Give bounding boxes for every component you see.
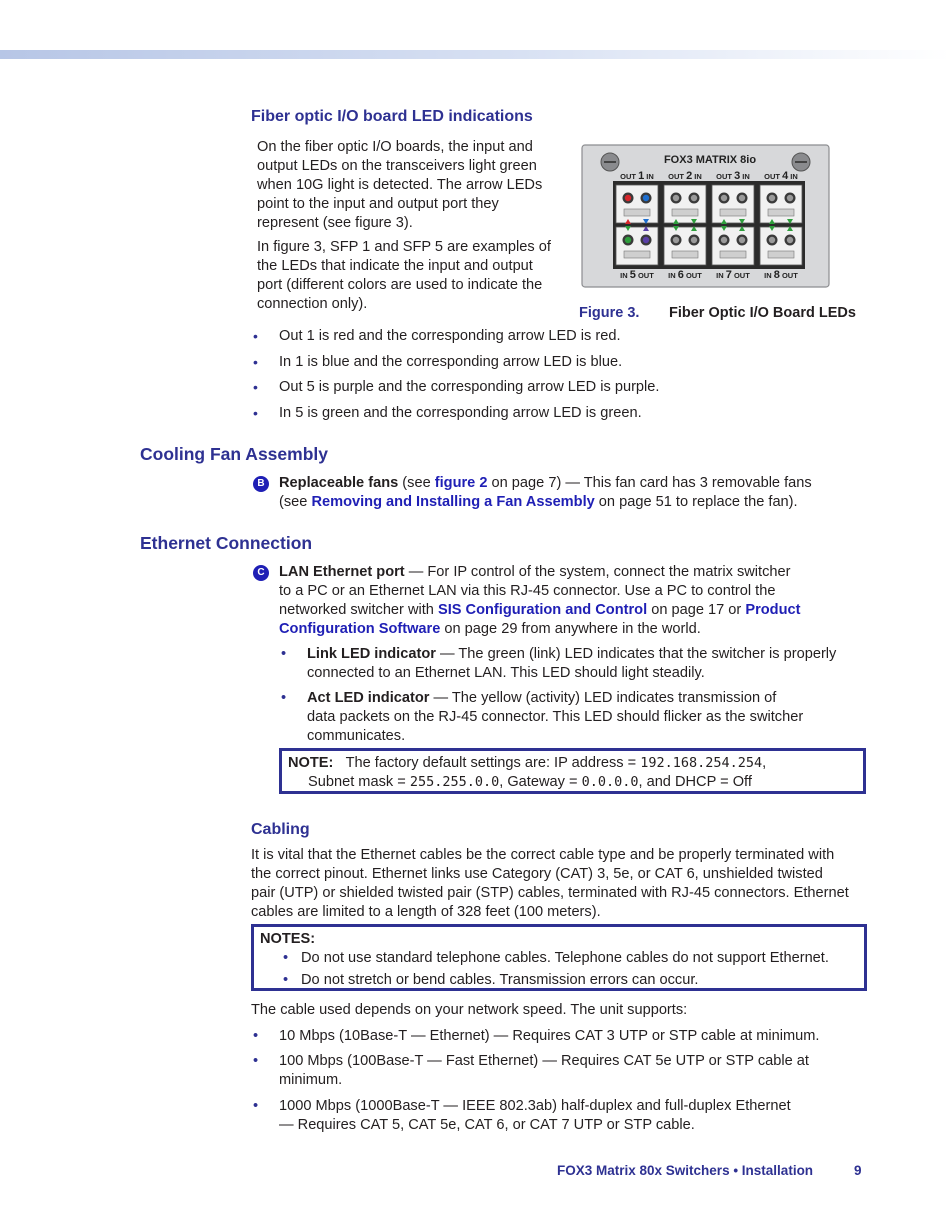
figure-2-link[interactable]: figure 2 xyxy=(434,475,488,491)
ethernet-line-1: LAN Ethernet port — For IP control of the system, connect the matrix switcher xyxy=(279,564,791,580)
cabling-notes-box: NOTES: • Do not use standard telephone cables. Telephone cables do not support Ethernet. • Do not stretch or bend cables. Transmission errors can occur. xyxy=(251,924,867,991)
note-line-2: Subnet mask = 255.255.0.0, Gateway = 0.0.0.0, and DHCP = Off xyxy=(308,774,752,790)
product-config-link-b[interactable]: Configuration Software xyxy=(279,621,441,637)
speed-item: 1000 Mbps (1000Base-T — IEEE 802.3ab) half-duplex and full-duplex Ethernet xyxy=(279,1098,791,1114)
header-bar xyxy=(0,50,950,59)
cooling-line-1: Replaceable fans (see figure 2 on page 7) — This fan card has 3 removable fans xyxy=(279,475,812,491)
port-led xyxy=(739,237,745,243)
port-label-bottom: IN 5 OUT xyxy=(620,269,654,281)
port-label-top: OUT 4 IN xyxy=(764,170,798,182)
speed-item-cont: — Requires CAT 5, CAT 5e, CAT 6, or CAT 7 UTP or STP cable. xyxy=(279,1117,695,1133)
cooling-heading: Cooling Fan Assembly xyxy=(140,444,328,464)
port-led xyxy=(691,195,697,201)
note-item: Do not stretch or bend cables. Transmission errors can occur. xyxy=(301,972,699,988)
cabling-para-line: It is vital that the Ethernet cables be the correct cable type and be properly terminated with xyxy=(251,847,835,863)
link-led-line-2: connected to an Ethernet LAN. This LED should light steadily. xyxy=(307,665,705,681)
port-led xyxy=(643,195,649,201)
sfp-port xyxy=(664,227,706,265)
fiber-para-2: In figure 3, SFP 1 and SFP 5 are examples of the LEDs that indicate the input and output port (different colors are used to indicate the connection only). xyxy=(257,239,551,312)
port-label-top: OUT 2 IN xyxy=(668,170,702,182)
sfp-port xyxy=(760,227,802,265)
act-led-line-2: data packets on the RJ-45 connector. This LED should flicker as the switcher xyxy=(307,709,804,725)
cooling-line-2: (see Removing and Installing a Fan Assembly on page 51 to replace the fan). xyxy=(279,494,798,510)
port-led xyxy=(721,237,727,243)
fiber-heading: Fiber optic I/O board LED indications xyxy=(251,108,533,125)
figure-caption: Fiber Optic I/O Board LEDs xyxy=(669,305,856,321)
port-led xyxy=(769,237,775,243)
port-led xyxy=(673,237,679,243)
sfp-port xyxy=(760,185,802,223)
port-label-top: OUT 3 IN xyxy=(716,170,750,182)
sfp-port xyxy=(712,227,754,265)
cabling-intro: The cable used depends on your network speed. The unit supports: xyxy=(251,1002,688,1018)
port-led xyxy=(691,237,697,243)
port-led xyxy=(787,237,793,243)
ethernet-line-3: networked switcher with SIS Configuration and Control on page 17 or Product xyxy=(279,602,801,618)
ethernet-line-2: to a PC or an Ethernet LAN via this RJ-45 connector. Use a PC to control the xyxy=(279,583,776,599)
sfp-port xyxy=(712,185,754,223)
cabling-para-line: pair (UTP) or shielded twisted pair (STP) cables, terminated with RJ-45 connectors. Ethernet xyxy=(251,885,849,901)
port-label-bottom: IN 6 OUT xyxy=(668,269,702,281)
act-led-line-3: communicates. xyxy=(307,728,406,744)
port-led xyxy=(625,195,631,201)
footer-title: FOX3 Matrix 80x Switchers • Installation xyxy=(557,1163,814,1178)
fiber-board-figure xyxy=(581,143,831,289)
speed-item-cont: minimum. xyxy=(279,1072,343,1088)
product-config-link-a[interactable]: Product xyxy=(745,602,801,618)
subnet-value: 255.255.0.0 xyxy=(409,774,500,790)
link-led-bullet: • xyxy=(281,646,287,662)
figure-number: Figure 3. xyxy=(579,305,640,321)
port-label-bottom: IN 8 OUT xyxy=(764,269,798,281)
page-number: 9 xyxy=(854,1163,862,1178)
port-led xyxy=(739,195,745,201)
gateway-value: 0.0.0.0 xyxy=(581,774,639,790)
act-led-line-1: Act LED indicator — The yellow (activity) LED indicates transmission of xyxy=(307,690,777,706)
ethernet-line-4: Configuration Software on page 29 from anywhere in the world. xyxy=(279,621,701,637)
board-title: FOX3 MATRIX 8io xyxy=(663,154,757,166)
port-led xyxy=(643,237,649,243)
note-item: Do not use standard telephone cables. Telephone cables do not support Ethernet. xyxy=(301,950,829,966)
note-label: NOTE: xyxy=(288,755,334,771)
port-led xyxy=(721,195,727,201)
sfp-port xyxy=(664,185,706,223)
port-led xyxy=(787,195,793,201)
default-settings-note xyxy=(279,748,866,794)
ethernet-heading: Ethernet Connection xyxy=(140,533,313,553)
port-led xyxy=(769,195,775,201)
fiber-para-1: On the fiber optic I/O boards, the input and output LEDs on the transceivers light green when 10G light is detected. The arrow LEDs point to the input and output port they represent (see figure 3). xyxy=(257,139,543,231)
callout-badge-b: B xyxy=(253,476,269,492)
cabling-para-line: the correct pinout. Ethernet links use Category (CAT) 3, 5e, or CAT 6, unshielded twisted xyxy=(251,866,823,882)
cabling-para-line: cables are limited to a length of 328 feet (100 meters). xyxy=(251,904,601,920)
speed-item: 10 Mbps (10Base-T — Ethernet) — Requires CAT 3 UTP or STP cable at minimum. xyxy=(279,1028,820,1044)
cabling-heading: Cabling xyxy=(251,821,310,838)
sfp-port xyxy=(616,227,658,265)
note-line-1: NOTE: The factory default settings are: IP address = 192.168.254.254, xyxy=(288,755,767,771)
port-led xyxy=(673,195,679,201)
fiber-board-illustration xyxy=(581,143,831,289)
sfp-port xyxy=(616,185,658,223)
link-led-line-1: Link LED indicator — The green (link) LED indicates that the switcher is properly xyxy=(307,646,837,662)
act-led-bullet: • xyxy=(281,690,287,706)
ip-address-value: 192.168.254.254 xyxy=(640,755,763,771)
port-led xyxy=(625,237,631,243)
callout-badge-c: C xyxy=(253,565,269,581)
port-label-bottom: IN 7 OUT xyxy=(716,269,750,281)
fan-assembly-link[interactable]: Removing and Installing a Fan Assembly xyxy=(311,494,595,510)
port-label-top: OUT 1 IN xyxy=(620,170,654,182)
speed-item: 100 Mbps (100Base-T — Fast Ethernet) — Requires CAT 5e UTP or STP cable at xyxy=(279,1053,809,1069)
notes-label: NOTES: xyxy=(260,931,316,947)
sis-config-link[interactable]: SIS Configuration and Control xyxy=(437,602,648,618)
